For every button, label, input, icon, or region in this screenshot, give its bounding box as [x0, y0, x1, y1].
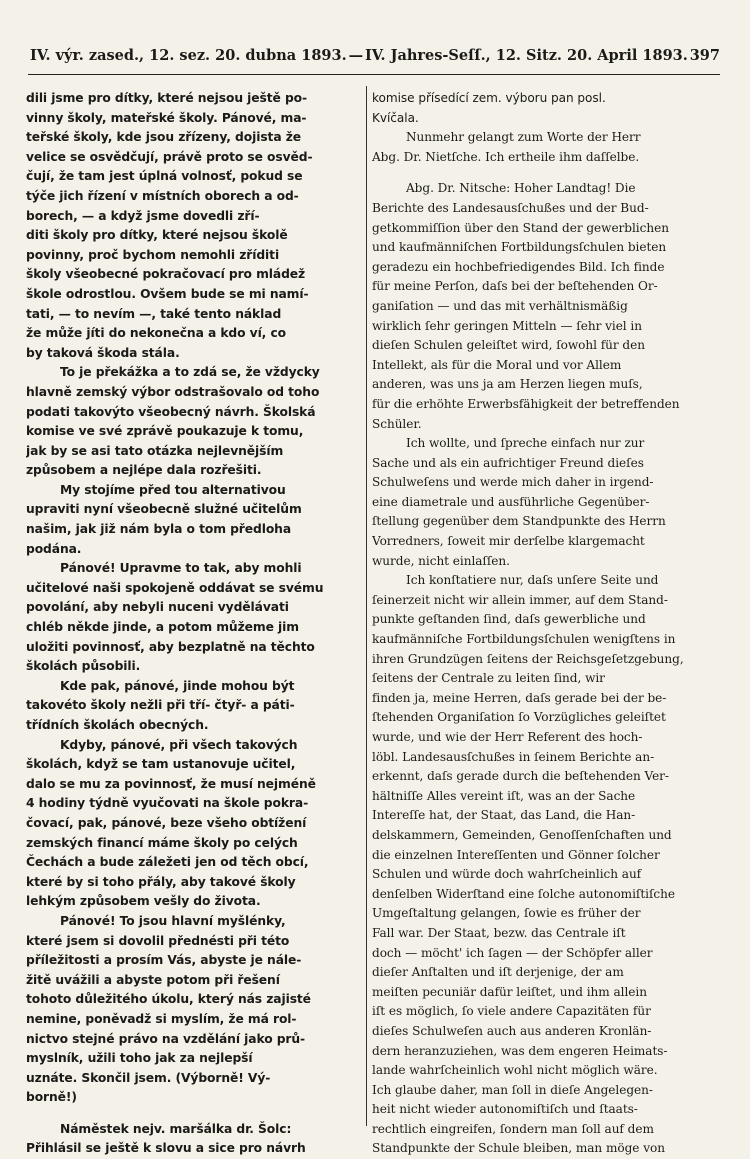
czech-text-line: podána. — [26, 541, 82, 556]
czech-text-line: borech, — a když jsme dovedli zří- — [26, 208, 260, 223]
czech-text-line: teřské školy, kde jsou zřízeny, dojista že — [26, 130, 301, 145]
german-text-line: Nunmehr gelangt zum Worte der Herr — [406, 130, 641, 145]
german-text-line: dieſes Schulweſen auch aus anderen Kronlän- — [372, 1023, 652, 1038]
page-number: 397 — [689, 47, 720, 64]
czech-text-line: povolání, aby nebyli nuceni vydělávati — [26, 600, 289, 615]
german-text-line: ſtellung gegenüber dem Standpunkte des Herrn — [372, 514, 666, 529]
german-text-line: getkommiſſion über den Stand der gewerblichen — [372, 220, 669, 235]
german-text-line: die einzelnen Intereſſenten und Gönner ſolcher — [372, 847, 660, 862]
czech-text-line: škole odrostlou. Ovšem bude se mi namí- — [26, 286, 309, 301]
german-text-line: Ich konſtatiere nur, daſs unſere Seite und — [406, 573, 659, 588]
german-text-line: ſtehenden Organiſation ſo Vorzügliches geleiſtet — [372, 710, 666, 725]
czech-text-line: které jsem si dovolil přednésti při této — [26, 933, 290, 948]
column-divider — [366, 86, 367, 1126]
german-text-line: anderen, was uns ja am Herzen liegen muſs, — [372, 377, 643, 392]
czech-text-line: nictvo stejné právo na vzdělání jako prů- — [26, 1031, 306, 1046]
german-text-line: hältniſſe Alles vereint iſt, was an der Sache — [372, 788, 636, 803]
czech-text-line: příležitosti a prosím Vás, abyste je nále- — [26, 953, 302, 968]
czech-text-line: našim, jak již nám byla o tom předloha — [26, 522, 292, 537]
czech-column — [26, 89, 364, 1159]
german-text-line: punkte geſtanden ſind, daſs gewerbliche und — [372, 612, 646, 627]
german-text-line: Umgeſtaltung gelangen, ſowie es früher der — [372, 906, 641, 921]
paragraph-gap — [26, 1108, 364, 1120]
german-text-line: Intereſſe hat, der Staat, das Land, die Han- — [372, 808, 636, 823]
german-text-line: eine diametrale und ausführliche Gegenüber- — [372, 494, 650, 509]
german-text-line: rechtlich eingreifen, ſondern man ſoll auf dem — [372, 1121, 654, 1136]
czech-text-line: Přihlásil se ještě k slovu a sice pro návrh — [26, 1141, 306, 1156]
german-text-line: lande wahrſcheinlich wohl nicht möglich wäre. — [372, 1063, 658, 1078]
czech-text-line: Kdyby, pánové, při všech takových — [60, 737, 298, 752]
german-text-line: Abg. Dr. Nitsche: Hoher Landtag! Die — [406, 181, 636, 196]
czech-text-line: Náměstek nejv. maršálka dr. Šolc: — [60, 1121, 292, 1136]
czech-text-line: hlavně zemský výbor odstrašovalo od toho — [26, 384, 320, 399]
czech-text-line: školy všeobecné pokračovací pro mládež — [26, 267, 306, 282]
czech-text-line: tohoto důležitého úkolu, který nás zajisté — [26, 992, 311, 1007]
czech-text-line: borně!) — [26, 1090, 77, 1105]
german-text-line: kaufmänniſche Fortbildungsſchulen wenigſtens in — [372, 632, 676, 647]
german-text-line: iſt es möglich, ſo viele andere Capazitäten für — [372, 1004, 651, 1019]
header-czech: IV. výr. zased., 12. sez. 20. dubna 1893. — [30, 47, 347, 64]
german-text-line: Fall war. Der Staat, bezw. das Centrale iſt — [372, 925, 626, 940]
german-text-line: Ich glaube daher, man ſoll in dieſe Angelegen- — [372, 1082, 653, 1097]
german-text-line: delskammern, Gemeinden, Genoſſenſchaften und — [372, 827, 672, 842]
german-text-line: wurde, und wie der Herr Referent des hoch- — [372, 730, 643, 744]
german-text-line: denſelben Widerſtand eine ſolche autonomiſtiſche — [372, 886, 675, 901]
czech-text-line: velice se osvědčují, právě proto se osvěd- — [26, 149, 313, 164]
czech-text-line: učitelové naši spokojeně oddávat se svému — [26, 580, 324, 595]
german-text-line: meiſten pecuniär dafür leiſtet, und ihm allein — [372, 984, 647, 999]
german-text-line: Vorredners, ſoweit mir derſelbe klargemacht — [372, 534, 645, 549]
german-text-line: Standpunkte der Schule bleiben, man möge von — [372, 1141, 665, 1156]
german-text-line: ihren Grundzügen ſeitens der Reichsgeſetzgebung, — [372, 651, 684, 666]
paragraph-gap — [372, 167, 720, 179]
german-text-line: Berichte des Landesausſchußes und der Bud- — [372, 200, 649, 215]
czech-text-line: chléb někde jinde, a potom můžeme jim — [26, 620, 299, 635]
czech-text-line: způsobem a nejlépe dala rozřešiti. — [26, 463, 262, 478]
german-text-line: Schulen und würde doch wahrſcheinlich auf — [372, 867, 642, 882]
german-text-line: ſeinerzeit nicht wir allein immer, auf dem Stand- — [372, 592, 668, 607]
czech-text-line: vinny školy, mateřské školy. Pánové, ma- — [26, 110, 307, 125]
czech-text-line: Pánové! To jsou hlavní myšlénky, — [60, 913, 286, 928]
czech-text-line: nemine, poněvadž si myslím, že má rol- — [26, 1011, 297, 1026]
czech-text-line: které by si toho přály, aby takové školy — [26, 874, 296, 889]
german-text-line: geradezu ein hochbefriedigendes Bild. Ich finde — [372, 259, 665, 274]
german-text-line: ſeitens der Centrale zu leiten ſind, wir — [372, 671, 605, 686]
german-text-line: für meine Perſon, daſs bei der beſtehenden Or- — [372, 279, 658, 294]
czech-text-line: čovací, pak, pánové, beze všeho obtížení — [26, 815, 307, 830]
czech-text-line: uložiti povinnosť, aby bezplatně na těchto — [26, 639, 315, 654]
german-text-line: dern heranzuziehen, was dem engeren Heimats- — [372, 1043, 668, 1058]
german-text-line: erkennt, daſs gerade durch die beſtehenden Ver- — [372, 769, 669, 784]
german-text-line: für die erhöhte Erwerbsfähigkeit der betreffenden — [372, 396, 680, 411]
page-header — [30, 44, 720, 68]
czech-text-line: týče jich řízení v místních oborech a od- — [26, 188, 299, 203]
czech-text-line: školách, když se tam ustanovuje učitel, — [26, 757, 296, 772]
german-text-line: Schulweſens und werde mich daher in irgend- — [372, 475, 654, 490]
czech-text-line: takovéto školy nežli při tří- čtyř- a páti- — [26, 698, 295, 713]
german-text-line: Schüler. — [372, 416, 422, 431]
czech-text-line: že může jíti do nekonečna a kdo ví, co — [26, 326, 286, 341]
czech-text-line: podati takovýto všeobecný návrh. Školská — [26, 404, 316, 419]
german-text-line: Sache und als ein aufrichtiger Freund dieſes — [372, 455, 644, 470]
header-rule — [28, 74, 720, 75]
czech-text-line: upraviti nyní všeobecně služné učitelům — [26, 502, 302, 517]
german-text-line: und kaufmänniſchen Fortbildungsſchulen bieten — [372, 240, 667, 255]
czech-text-line: žitě uvážili a abyste potom při řešení — [26, 972, 280, 987]
czech-text-line: dili jsme pro dítky, které nejsou ještě po- — [26, 91, 308, 105]
czech-text-line: Pánové! Upravme to tak, aby mohli — [60, 561, 302, 576]
german-text-line: finden ja, meine Herren, daſs gerade bei der be- — [372, 690, 667, 705]
czech-text-line: lehkým způsobem vešly do života. — [26, 894, 261, 909]
czech-text-line: Kde pak, pánové, jinde mohou být — [60, 678, 295, 693]
czech-text-line: diti školy pro dítky, které nejsou školě — [26, 228, 288, 243]
czech-text-line: čují, že tam jest úplná volnosť, pokud se — [26, 169, 303, 184]
header-dash: — — [348, 47, 364, 64]
czech-text-line: My stojíme před tou alternativou — [60, 482, 286, 497]
german-column — [372, 89, 720, 1159]
german-text-line: dieſer Anſtalten und iſt derjenige, der am — [372, 965, 624, 980]
german-text-line: Ich wollte, und ſpreche einfach nur zur — [406, 436, 645, 451]
german-text-line: wurde, nicht einlaſſen. — [372, 553, 510, 568]
german-text-line: Intellekt, als für die Moral und vor Allem — [372, 357, 622, 372]
czech-text-line: třídních školách obecných. — [26, 718, 209, 732]
header-german: IV. Jahres-Seſſ., 12. Sitz. 20. April 1893. — [364, 47, 688, 64]
german-text-line: dieſen Schulen geleiſtet wird, ſowohl für den — [372, 338, 645, 353]
german-text-line: wirklich ſehr geringen Mitteln — ſehr viel in — [372, 318, 642, 333]
czech-text-line: jak by se asi tato otázka nejlevnějším — [26, 443, 284, 458]
german-text-line: Abg. Dr. Nietſche. Ich ertheile ihm daſſelbe. — [372, 149, 640, 164]
czech-text-line: 4 hodiny týdně vyučovati na škole pokra- — [26, 796, 309, 811]
czech-text-line: To je překážka a to zdá se, že vždycky — [60, 365, 320, 380]
german-text-line: heit nicht wieder autonomiſtiſch und ſtaats- — [372, 1102, 638, 1117]
czech-text-line: tati, — to nevím —, také tento náklad — [26, 306, 282, 321]
german-text-line: Kvíčala. — [372, 110, 419, 125]
czech-text-line: komise ve své zprávě poukazuje k tomu, — [26, 424, 304, 439]
czech-text-line: by taková škoda stála. — [26, 345, 180, 360]
czech-text-line: dalo se mu za povinnosť, že musí nejméně — [26, 776, 316, 791]
czech-text-line: myslník, užili toho jak za nejlepší — [26, 1051, 253, 1066]
czech-text-line: Čechách a bude záležeti jen od těch obcí, — [26, 855, 309, 870]
czech-text-line: uznáte. Skončil jsem. (Výborně! Vý- — [26, 1070, 271, 1085]
german-text-line: komise přísedící zem. výboru pan posl. — [372, 91, 606, 105]
czech-text-line: školách působili. — [26, 659, 141, 674]
german-text-line: doch — möcht' ich ſagen — der Schöpfer aller — [372, 945, 653, 960]
german-text-line: ganiſation — und das mit verhältnismäßig — [372, 298, 628, 313]
czech-text-line: zemských financí máme školy po celých — [26, 835, 298, 850]
czech-text-line: povinny, proč bychom nemohli zříditi — [26, 247, 280, 262]
german-text-line: löbl. Landesausſchußes in ſeinem Berichte an- — [372, 749, 655, 764]
